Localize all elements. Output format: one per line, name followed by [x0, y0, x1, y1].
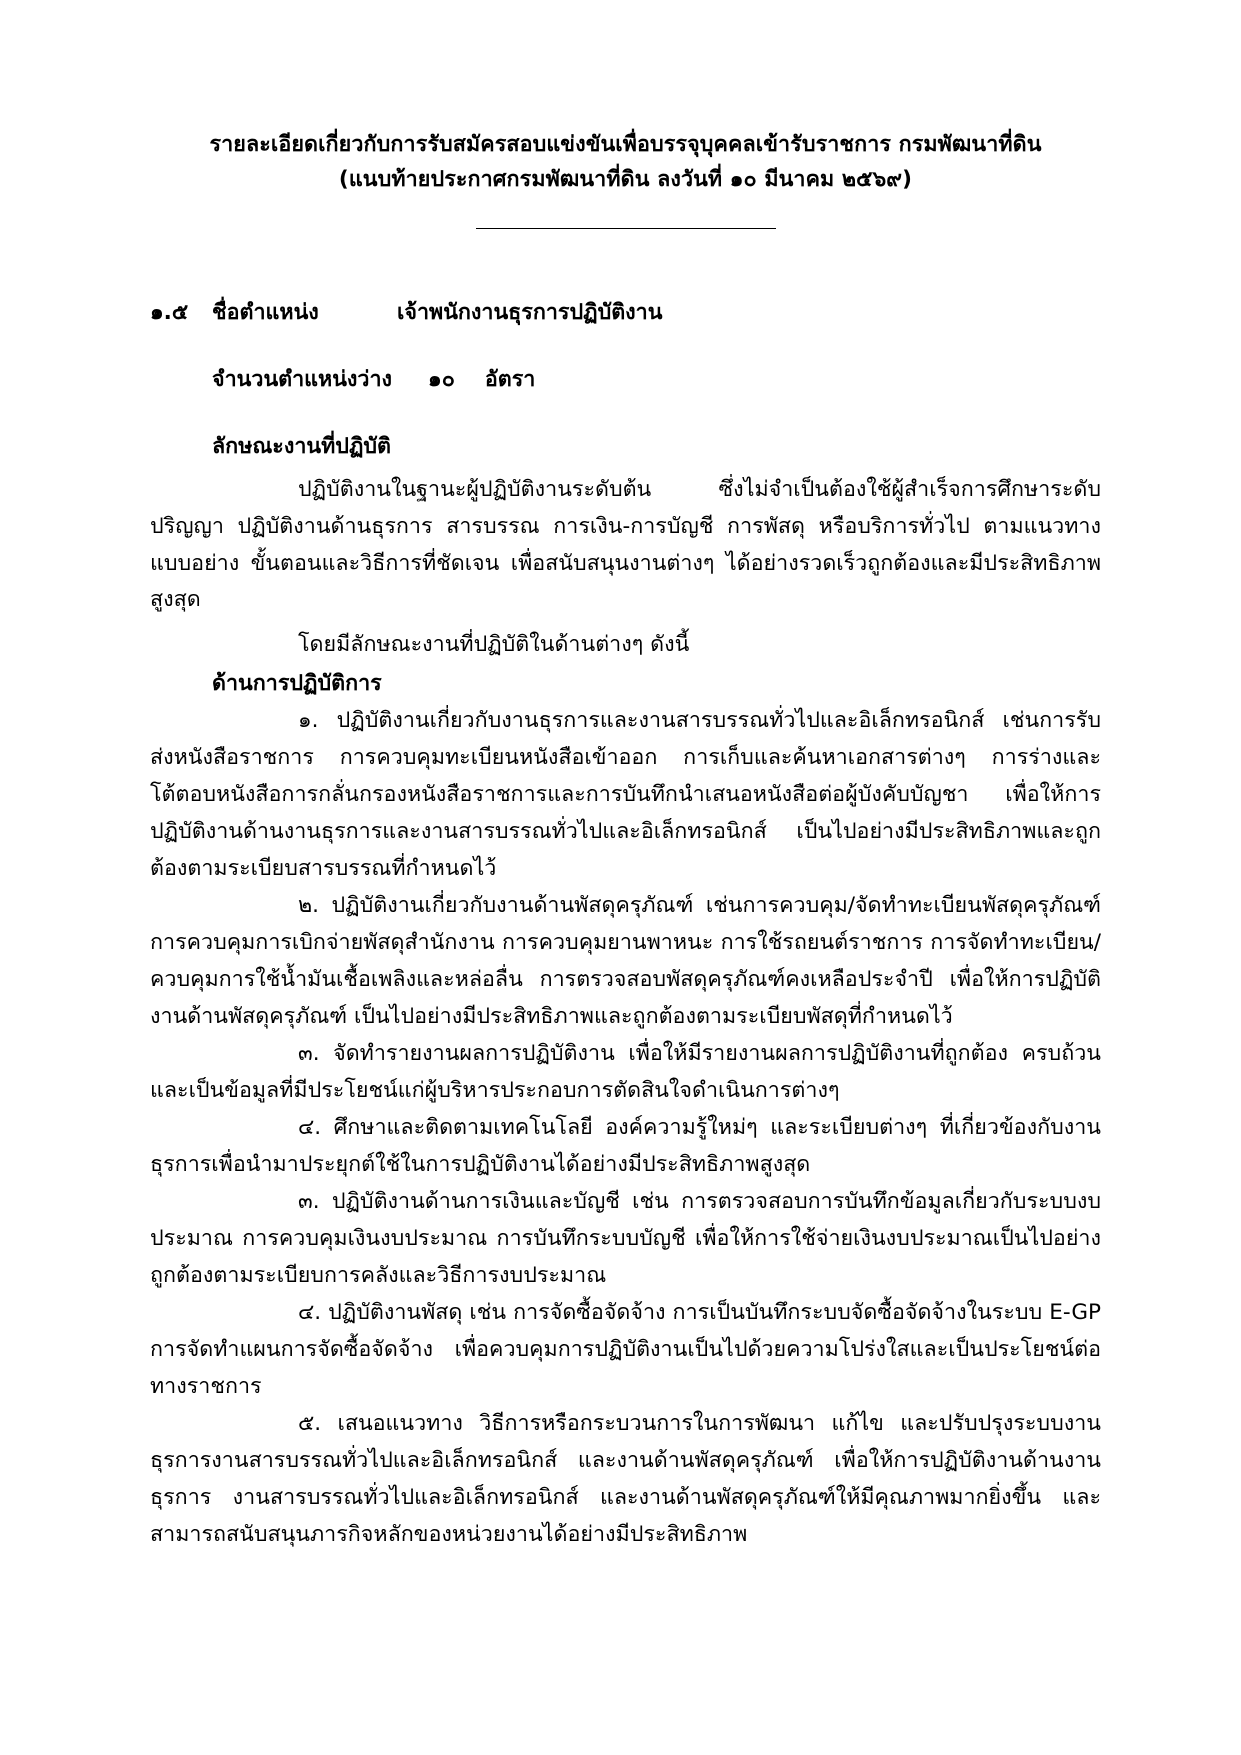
lead-paragraph: โดยมีลักษณะงานที่ปฏิบัติในด้านต่างๆ ดังนี้ — [298, 632, 690, 658]
duty-item: ๓. ปฏิบัติงานด้านการเงินและบัญชี เช่น การตรวจสอบการบันทึกข้อมูลเกี่ยวกับระบบงบประมาณ การควบคุมเงินงบประมาณ การบันทึกระบบบัญชี เพื่อให้การใช้จ่ายเงินงบประมาณเป็นไปอย่างถูกต้องตามระเบียบการคลังและวิธีการงบประมาณ — [150, 1188, 1101, 1288]
vacancy-count: ๑๐ — [428, 366, 455, 392]
position-value: เจ้าพนักงานธุรการปฏิบัติงาน — [397, 299, 663, 325]
duty-item: ๓. จัดทำรายงานผลการปฏิบัติงาน เพื่อให้มีรายงานผลการปฏิบัติงานที่ถูกต้อง ครบถ้วน และเป็นข้อมูลที่มีประโยชน์แก่ผู้บริหารประกอบการตัดสินใจดำเนินการต่างๆ — [150, 1041, 1101, 1104]
title-divider-wrap — [150, 214, 1101, 233]
intro-paragraph: ปฏิบัติงานในฐานะผู้ปฏิบัติงานระดับต้น ซึ่งไม่จำเป็นต้องใช้ผู้สำเร็จการศึกษาระดับปริญญา ปฏิบัติงานด้านธุรการ สารบรรณ การเงิน-การบัญชี การพัสดุ หรือบริการทั่วไป ตามแนวทาง แบบอย่าง ขั้นตอนและวิธีการที่ชัดเจน เพื่อสนับสนุนงานต่างๆ ได้อย่างรวดเร็วถูกต้องและมีประสิทธิภาพสูงสุด — [150, 476, 1101, 613]
vacancy-label: จำนวนตำแหน่งว่าง — [212, 366, 393, 392]
duty-item: ๑. ปฏิบัติงานเกี่ยวกับงานธุรการและงานสารบรรณทั่วไปและอิเล็กทรอนิกส์ เช่นการรับส่งหนังสือราชการ การควบคุมทะเบียนหนังสือเข้าออก การเก็บและค้นหาเอกสารต่างๆ การร่างและโต้ตอบหนังสือการกลั่นกรองหนังสือราชการและการบันทึกนำเสนอหนังสือต่อผู้บังคับบัญชา เพื่อให้การปฏิบัติงานด้านงานธุรการและงานสารบรรณทั่วไปและอิเล็กทรอนิกส์ เป็นไปอย่างมีประสิทธิภาพและถูกต้องตามระเบียบสารบรรณที่กำหนดไว้ — [150, 708, 1101, 882]
vacancy-unit: อัตรา — [484, 366, 536, 392]
position-number: ๑.๕ — [150, 299, 189, 325]
duty-item: ๕. เสนอแนวทาง วิธีการหรือกระบวนการในการพัฒนา แก้ไข และปรับปรุงระบบงานธุรการงานสารบรรณทั่วไปและอิเล็กทรอนิกส์ และงานด้านพัสดุครุภัณฑ์ เพื่อให้การปฏิบัติงานด้านงานธุรการ งานสารบรรณทั่วไปและอิเล็กทรอนิกส์ และงานด้านพัสดุครุภัณฑ์ให้มีคุณภาพมากยิ่งขึ้น และสามารถสนับสนุนภารกิจหลักของหน่วยงานได้อย่างมีประสิทธิภาพ — [150, 1410, 1101, 1547]
page-title-line-2: (แนบท้ายประกาศกรมพัฒนาที่ดิน ลงวันที่ ๑๐ มีนาคม ๒๕๖๙) — [338, 166, 913, 192]
position-row — [150, 295, 1101, 332]
duty-heading: ลักษณะงานที่ปฏิบัติ — [212, 433, 391, 459]
page-title — [150, 128, 1101, 198]
vacancy-row — [150, 362, 1101, 399]
page-title-line-1: รายละเอียดเกี่ยวกับการรับสมัครสอบแข่งขันเพื่อบรรจุบุคคลเข้ารับราชการ กรมพัฒนาที่ดิน — [209, 132, 1042, 157]
position-label: ชื่อตำแหน่ง — [212, 299, 319, 325]
duty-item: ๔. ปฏิบัติงานพัสดุ เช่น การจัดซื้อจัดจ้าง การเป็นบันทึกระบบจัดซื้อจัดจ้างในระบบ E-GP การจัดทำแผนการจัดซื้อจัดจ้าง เพื่อควบคุมการปฏิบัติงานเป็นไปด้วยความโปร่งใสและเป็นประโยชน์ต่อทางราชการ — [150, 1299, 1101, 1399]
section-heading: ด้านการปฏิบัติการ — [212, 671, 382, 697]
document-body — [150, 295, 1101, 1554]
duty-item: ๒. ปฏิบัติงานเกี่ยวกับงานด้านพัสดุครุภัณฑ์ เช่นการควบคุม/จัดทำทะเบียนพัสดุครุภัณฑ์ การควบคุมการเบิกจ่ายพัสดุสำนักงาน การควบคุมยานพาหนะ การใช้รถยนต์ราชการ การจัดทำทะเบียน/ควบคุมการใช้น้ำมันเชื้อเพลิงและหล่อลื่น การตรวจสอบพัสดุครุภัณฑ์คงเหลือประจำปี เพื่อให้การปฏิบัติงานด้านพัสดุครุภัณฑ์ เป็นไปอย่างมีประสิทธิภาพและถูกต้องตามระเบียบพัสดุที่กำหนดไว้ — [150, 893, 1101, 1030]
duty-item: ๔. ศึกษาและติดตามเทคโนโลยี องค์ความรู้ใหม่ๆ และระเบียบต่างๆ ที่เกี่ยวข้องกับงานธุรการเพื่อนำมาประยุกต์ใช้ในการปฏิบัติงานได้อย่างมีประสิทธิภาพสูงสุด — [150, 1115, 1101, 1177]
spacer — [150, 619, 1101, 627]
title-divider — [476, 228, 776, 229]
